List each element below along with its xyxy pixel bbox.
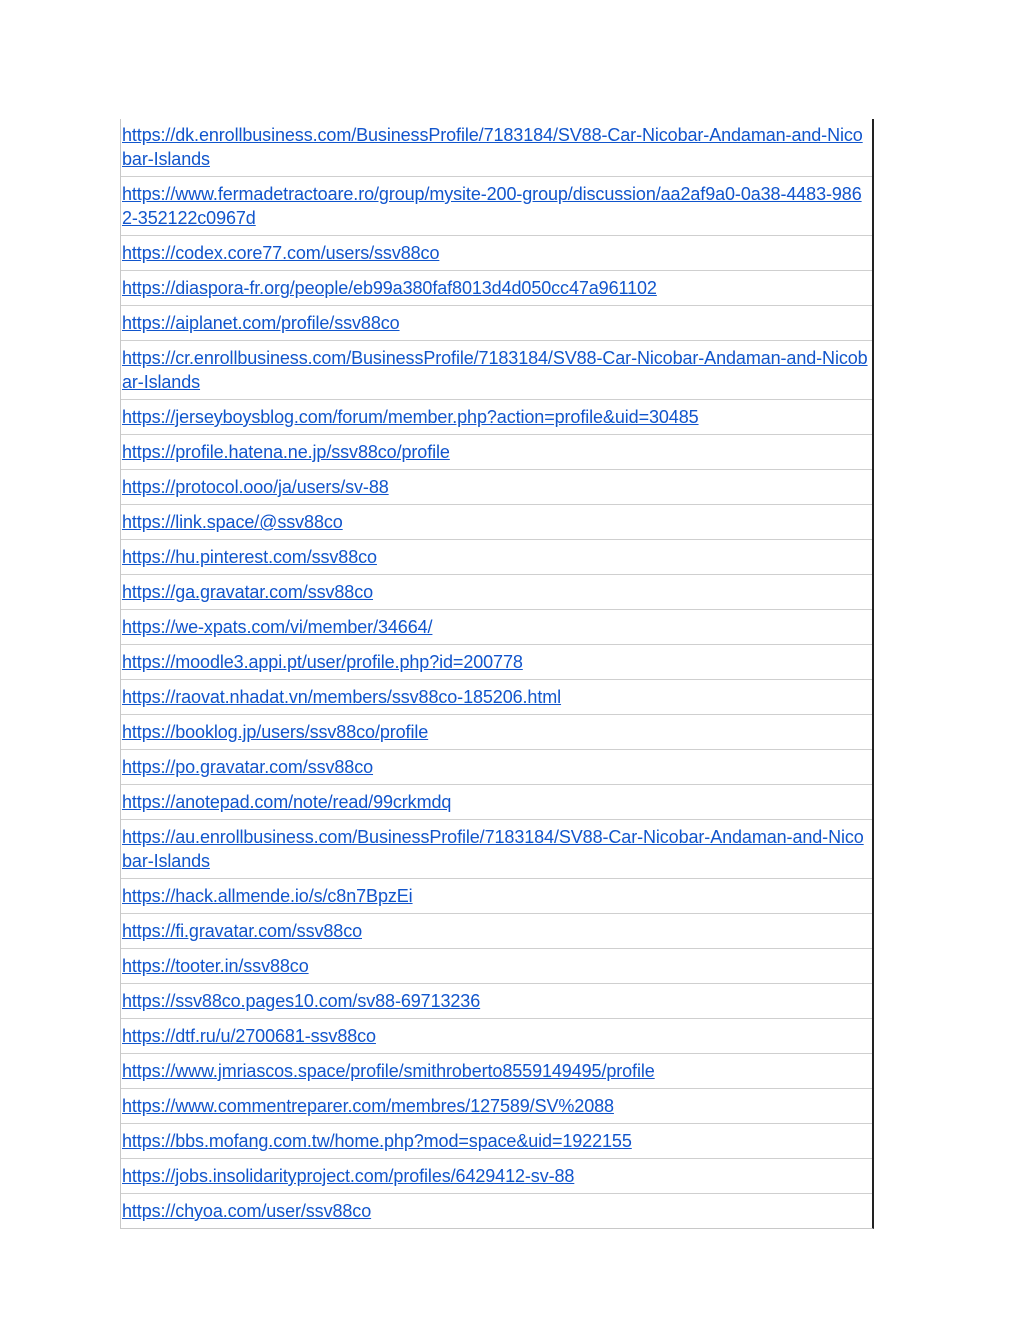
link[interactable]: https://ga.gravatar.com/ssv88co	[122, 582, 374, 602]
link[interactable]: https://chyoa.com/user/ssv88co	[122, 1201, 372, 1221]
link[interactable]: https://dk.enrollbusiness.com/BusinessProfile/7183184/SV88-Car-Nicobar-Andaman-and-Nicobar-Islands	[122, 125, 863, 169]
link[interactable]: https://moodle3.appi.pt/user/profile.php?id=200778	[122, 652, 523, 672]
table-row	[121, 1123, 872, 1158]
link[interactable]: https://hu.pinterest.com/ssv88co	[122, 547, 377, 567]
table-row	[121, 1158, 872, 1193]
link[interactable]: https://protocol.ooo/ja/users/sv-88	[122, 477, 389, 497]
link[interactable]: https://we-xpats.com/vi/member/34664/	[122, 617, 433, 637]
link[interactable]: https://tooter.in/ssv88co	[122, 956, 309, 976]
link[interactable]: https://jobs.insolidarityproject.com/profiles/6429412-sv-88	[122, 1166, 575, 1186]
link[interactable]: https://hack.allmende.io/s/c8n7BpzEi	[122, 886, 413, 906]
link[interactable]: https://www.commentreparer.com/membres/127589/SV%2088	[122, 1096, 614, 1116]
link[interactable]: https://codex.core77.com/users/ssv88co	[122, 243, 440, 263]
table-row	[121, 235, 872, 270]
table-row	[121, 609, 872, 644]
table-row	[121, 1193, 872, 1228]
link[interactable]: https://raovat.nhadat.vn/members/ssv88co-185206.html	[122, 687, 562, 707]
table-row	[121, 434, 872, 469]
table-row	[121, 1018, 872, 1053]
link[interactable]: https://fi.gravatar.com/ssv88co	[122, 921, 363, 941]
table-row	[121, 574, 872, 609]
link[interactable]: https://www.jmriascos.space/profile/smithroberto8559149495/profile	[122, 1061, 655, 1081]
table-row	[121, 539, 872, 574]
table-row	[121, 983, 872, 1018]
table-row	[121, 1053, 872, 1088]
table-row	[121, 305, 872, 340]
link[interactable]: https://anotepad.com/note/read/99crkmdq	[122, 792, 452, 812]
table-row	[121, 1088, 872, 1123]
table-row	[121, 679, 872, 714]
link[interactable]: https://link.space/@ssv88co	[122, 512, 343, 532]
link[interactable]: https://au.enrollbusiness.com/BusinessProfile/7183184/SV88-Car-Nicobar-Andaman-and-Nicobar-Islands	[122, 827, 864, 871]
table-row	[121, 878, 872, 913]
table-row	[121, 504, 872, 539]
table-row	[121, 119, 872, 176]
table-row	[121, 399, 872, 434]
table-row	[121, 469, 872, 504]
link[interactable]: https://dtf.ru/u/2700681-ssv88co	[122, 1026, 376, 1046]
link[interactable]: https://diaspora-fr.org/people/eb99a380faf8013d4d050cc47a961102	[122, 278, 657, 298]
table-row	[121, 270, 872, 305]
table-row	[121, 784, 872, 819]
table-row	[121, 913, 872, 948]
link[interactable]: https://cr.enrollbusiness.com/BusinessProfile/7183184/SV88-Car-Nicobar-Andaman-and-Nicobar-Islands	[122, 348, 868, 392]
table-row	[121, 644, 872, 679]
link[interactable]: https://jerseyboysblog.com/forum/member.php?action=profile&uid=30485	[122, 407, 699, 427]
table-row	[121, 819, 872, 878]
link[interactable]: https://profile.hatena.ne.jp/ssv88co/profile	[122, 442, 450, 462]
table-row	[121, 340, 872, 399]
table-row	[121, 749, 872, 784]
link[interactable]: https://bbs.mofang.com.tw/home.php?mod=space&uid=1922155	[122, 1131, 632, 1151]
link[interactable]: https://ssv88co.pages10.com/sv88-69713236	[122, 991, 481, 1011]
table-row	[121, 176, 872, 235]
table-row	[121, 948, 872, 983]
table-row	[121, 714, 872, 749]
link[interactable]: https://www.fermadetractoare.ro/group/mysite-200-group/discussion/aa2af9a0-0a38-4483-9862-352122c0967d	[122, 184, 862, 228]
link[interactable]: https://booklog.jp/users/ssv88co/profile	[122, 722, 429, 742]
link-table	[120, 119, 874, 1229]
link[interactable]: https://po.gravatar.com/ssv88co	[122, 757, 374, 777]
link[interactable]: https://aiplanet.com/profile/ssv88co	[122, 313, 400, 333]
